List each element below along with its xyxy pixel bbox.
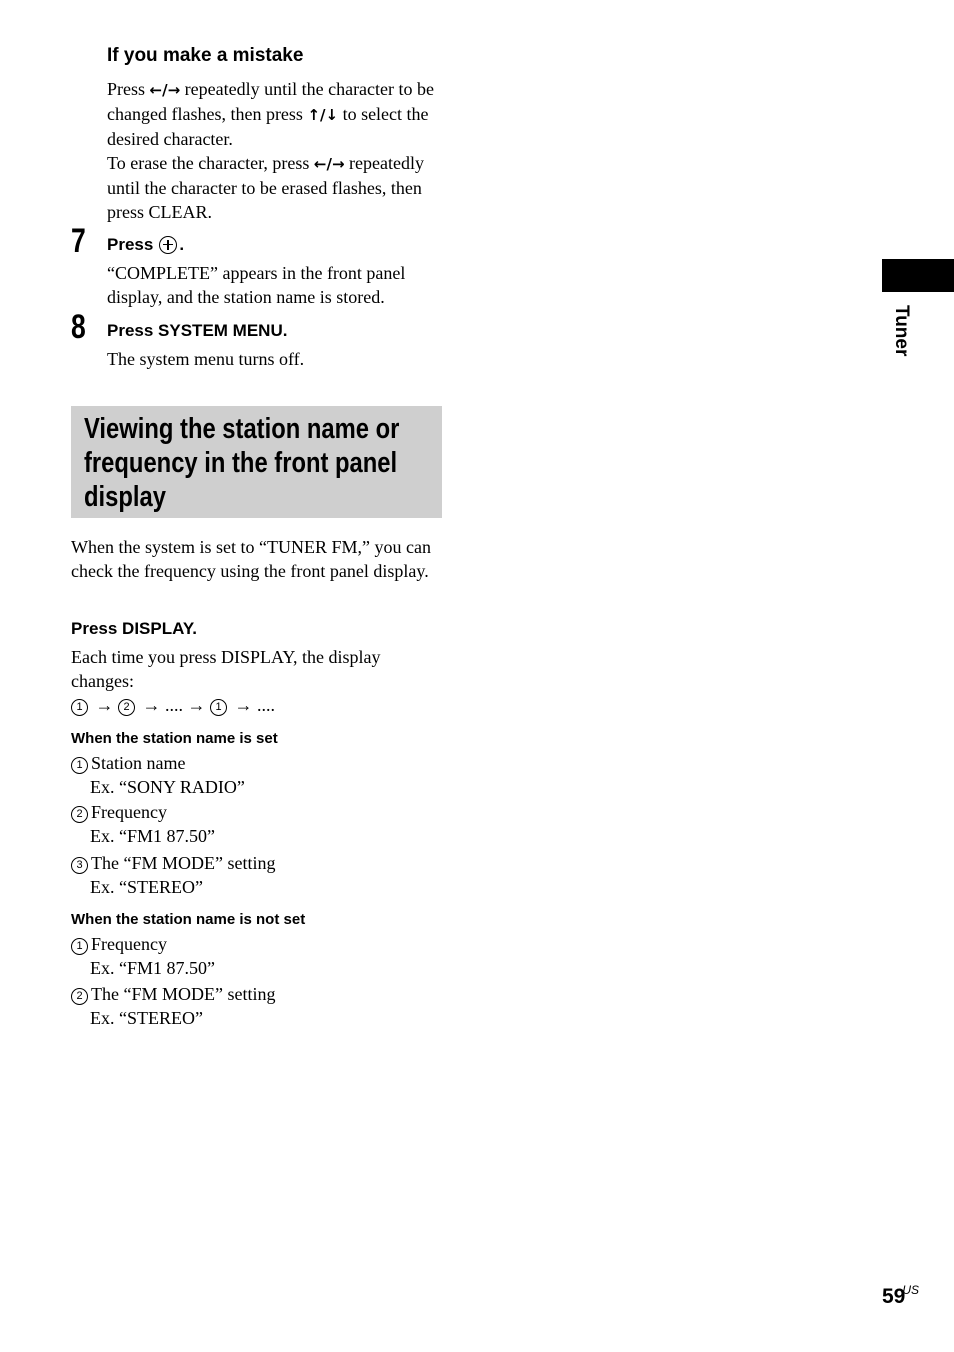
- step-heading: [107, 234, 184, 256]
- list-item-label: [71, 800, 215, 824]
- instruction-explain: Each time you press DISPLAY, the display changes:: [71, 647, 381, 691]
- page-number-suffix: US: [902, 1283, 920, 1297]
- step-heading: Press SYSTEM MENU.: [107, 321, 288, 340]
- circled-number: 1: [71, 938, 88, 955]
- ellipsis: ....: [165, 695, 183, 715]
- list-item-example: Ex. “SONY RADIO”: [90, 777, 245, 797]
- enter-icon: [159, 236, 177, 254]
- step-number: 8: [71, 308, 86, 346]
- text-run: repeatedly until the character to be changed flashes, then press: [107, 79, 435, 124]
- unnamed-heading: When the station name is not set: [71, 911, 306, 928]
- step-number: 7: [71, 222, 86, 260]
- up-down-arrow-icon: ↑/↓: [307, 106, 339, 124]
- list-item: [71, 932, 215, 980]
- text-run: To erase the character, press: [107, 153, 314, 173]
- mistake-paragraph-1: [107, 77, 447, 151]
- display-sequence: [71, 693, 275, 717]
- circled-number: 2: [118, 699, 135, 716]
- arrow-icon: →: [234, 695, 253, 715]
- left-right-arrow-icon: ←/→: [313, 155, 345, 173]
- list-item-example: Ex. “FM1 87.50”: [90, 958, 215, 978]
- left-right-arrow-icon: ←/→: [149, 81, 181, 99]
- circled-number: 1: [71, 699, 88, 716]
- section-header-box: [71, 406, 442, 518]
- item-label: Frequency: [91, 802, 167, 822]
- section-title: Viewing the station name or frequency in the front panel display: [84, 413, 400, 513]
- circled-number: 2: [71, 806, 88, 823]
- page-number: [882, 1285, 922, 1309]
- arrow-icon: →: [142, 695, 161, 715]
- item-label: The “FM MODE” setting: [91, 984, 276, 1004]
- step-body: “COMPLETE” appears in the front panel display, and the station name is stored.: [107, 263, 406, 307]
- list-item: [71, 800, 215, 848]
- circled-number: 1: [210, 699, 227, 716]
- page-number-digits: 59: [882, 1285, 906, 1308]
- step-body: The system menu turns off.: [107, 349, 305, 369]
- list-item-example: Ex. “FM1 87.50”: [90, 826, 215, 846]
- list-item-example: Ex. “STEREO”: [90, 877, 203, 897]
- list-item-label: [71, 932, 215, 956]
- text-run: Press: [107, 79, 150, 99]
- step-heading-text: Press: [107, 235, 154, 254]
- item-label: Frequency: [91, 934, 167, 954]
- item-label: The “FM MODE” setting: [91, 853, 276, 873]
- list-item-label: [71, 851, 275, 875]
- mistake-heading: If you make a mistake: [107, 45, 304, 66]
- mistake-paragraph-2: [107, 151, 447, 224]
- list-item: [71, 982, 275, 1030]
- list-item: [71, 851, 275, 899]
- section-intro: When the system is set to “TUNER FM,” you can check the frequency using the front panel display.: [71, 537, 431, 581]
- item-label: Station name: [91, 753, 186, 773]
- list-item-example: Ex. “STEREO”: [90, 1008, 203, 1028]
- list-item-label: [71, 751, 245, 775]
- list-item-label: [71, 982, 275, 1006]
- chapter-tab-label: Tuner: [891, 305, 912, 357]
- ellipsis: ....: [257, 695, 275, 715]
- text-run: repeatedly until the character to be erased flashes, then press CLEAR.: [107, 153, 424, 222]
- circled-number: 1: [71, 757, 88, 774]
- chapter-tab-marker: [882, 259, 954, 292]
- circled-number: 2: [71, 988, 88, 1005]
- text-run: to select the desired character.: [107, 104, 429, 149]
- instruction-heading: Press DISPLAY.: [71, 619, 197, 638]
- circled-number: 3: [71, 857, 88, 874]
- step-heading-period: .: [179, 235, 185, 254]
- list-item: [71, 751, 245, 799]
- arrow-icon: →: [187, 695, 206, 715]
- arrow-icon: →: [95, 695, 114, 715]
- named-heading: When the station name is set: [71, 730, 278, 747]
